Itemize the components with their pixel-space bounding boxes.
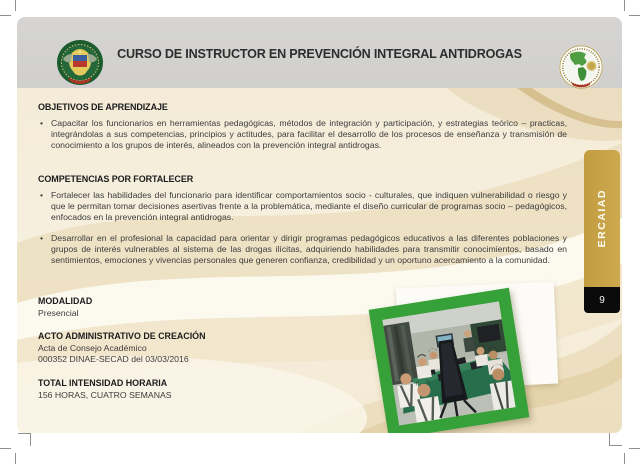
page-number-box	[584, 287, 620, 313]
detail-value: Presencial	[38, 307, 79, 318]
classroom-photo-image	[382, 301, 515, 425]
side-tab-label: ERCAIAD	[596, 189, 608, 248]
page-header	[17, 17, 622, 88]
side-tab-ercaiad	[584, 150, 620, 287]
section-heading-objetivos: OBJETIVOS DE APRENDIZAJE	[38, 102, 168, 112]
bullet-marker: •	[40, 118, 44, 128]
page-number: 9	[599, 294, 605, 306]
detail-modalidad	[38, 296, 92, 319]
detail-label: ACTO ADMINISTRATIVO DE CREACIÓN	[38, 331, 206, 341]
objetivos-bullet-1: • Capacitar los funcionarios en herramientas pedagógicas, métodos de integración y participación, y estrategias teórico – practicas, integrándolas a sus competencias, principios y actitudes, para facilitar el desarrollo de los procesos de enseñanza y transmisión de conocimiento a los grupos de interés, alineados con la prevención integral antidrogas.	[40, 118, 567, 150]
detail-acto-administrativo	[38, 331, 205, 366]
detail-value: 156 HORAS, CUATRO SEMANAS	[38, 389, 172, 400]
bullet-marker: •	[40, 190, 44, 200]
competencias-bullet-2: • Desarrollar en el profesional la capacidad para orientar y dirigir programas pedagógicos educativos a las diferentes poblaciones y grupos de interés vulnerables al sistema de las drogas ilícitas, adquiriendo habilidades para transmitir conocimientos, basado en sentimientos, emociones y vivencias personales que generen confianza, credibilidad y un oportuno acercamiento a la comunidad.	[40, 233, 567, 265]
detail-label: MODALIDAD	[38, 296, 93, 306]
detail-value: 000352 DINAE-SECAD del 03/03/2016	[38, 354, 189, 364]
detail-label: TOTAL INTENSIDAD HORARIA	[38, 378, 168, 388]
bullet-marker: •	[40, 233, 44, 243]
detail-value: Acta de Consejo Académico	[38, 342, 147, 353]
competencias-bullet-1: • Fortalecer las habilidades del funcionario para identificar comportamientos socio - culturales, que indiquen vulnerabilidad o riesgo y que le permitan tomar decisiones asertivas frente a la problemática, mediante el diseño curricular de programas socio – pedagógicos, enfocados en la prevención integral antidrogas.	[40, 190, 567, 222]
ercaiad-emblem-icon	[558, 44, 604, 90]
section-heading-competencias: COMPETENCIAS POR FORTALECER	[38, 174, 194, 184]
classroom-photo	[369, 288, 530, 433]
course-sheet-card	[17, 17, 622, 433]
detail-intensidad-horaria	[38, 378, 172, 401]
page-title: CURSO DE INSTRUCTOR EN PREVENCIÓN INTEGRAL ANTIDROGAS	[117, 47, 522, 61]
